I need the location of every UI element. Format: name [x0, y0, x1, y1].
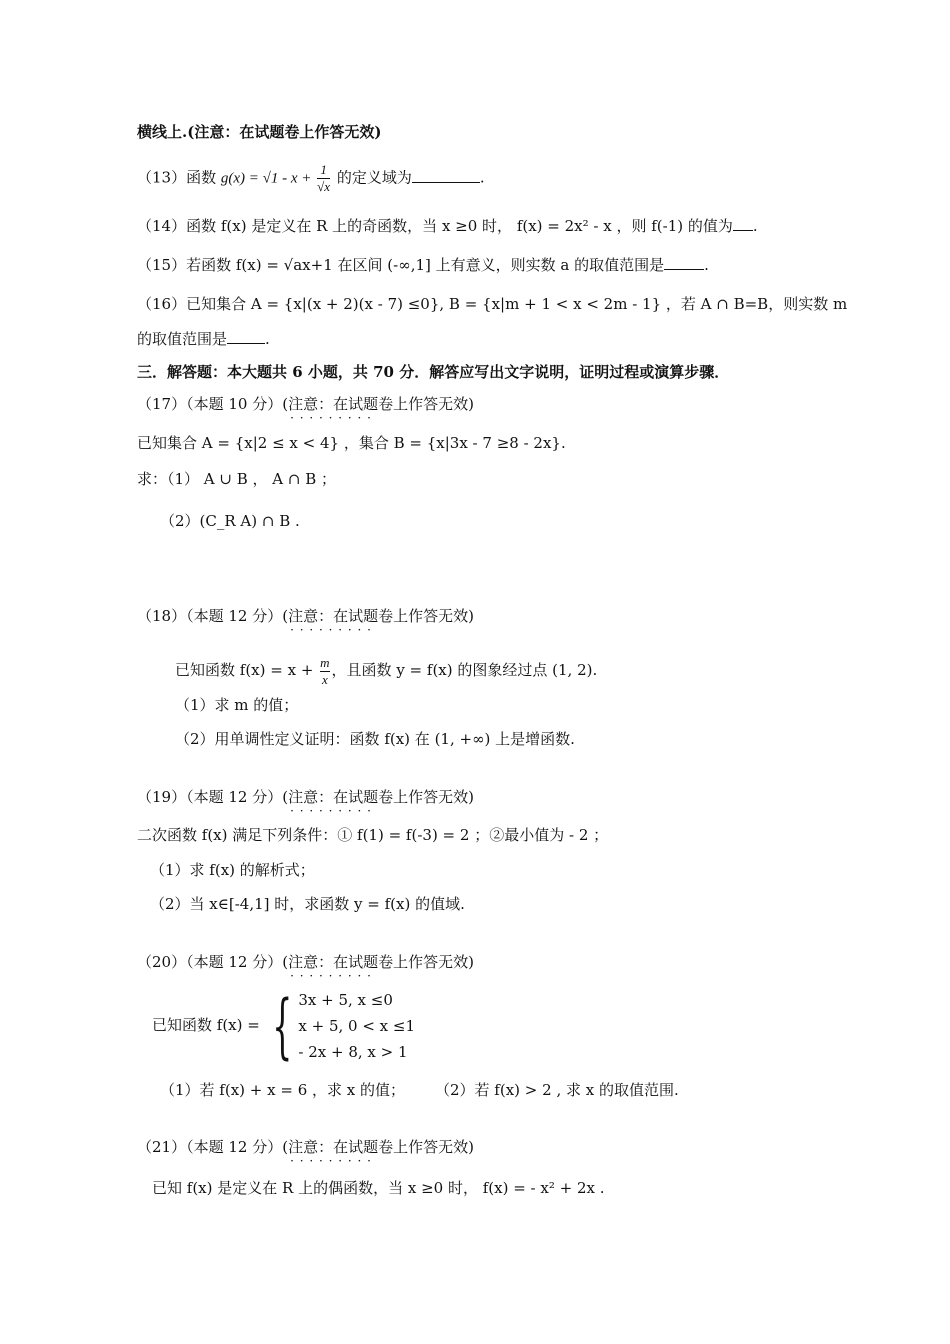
question-16-line-1: （16）已知集合 A = {x|(x + 2)(x - 7) ≤0}, B = {x|m + 1 < x < 2m - 1} ，若 A ∩ B=B，则实数 m	[137, 295, 848, 313]
q20-close: )	[468, 953, 474, 971]
continuation-header: 横线上.(注意：在试题卷上作答无效)	[137, 123, 382, 141]
q18-fraction	[320, 655, 329, 688]
q20-subquestion-1: （1）若 f(x) + x = 6 ，求 x 的值；	[160, 1081, 406, 1099]
q20-case-2: x + 5, 0 < x ≤1	[298, 1017, 416, 1035]
q15-blank	[664, 255, 704, 270]
q17-line-1: 已知集合 A = {x|2 ≤ x < 4} ，集合 B = {x|3x - 7 ≥8 - 2x}.	[137, 434, 566, 452]
q20-cases	[298, 987, 415, 1065]
q13-blank	[412, 168, 480, 183]
question-19-header	[137, 786, 474, 808]
question-13	[137, 162, 485, 195]
q13-expression: g(x) = √1 - x +	[220, 170, 316, 187]
q18-line-3: （2）用单调性定义证明：函数 f(x) 在 (1, +∞) 上是增函数.	[175, 730, 575, 748]
question-20-header	[137, 951, 474, 973]
q19-line-3: （2）当 x∈[-4,1] 时，求函数 y = f(x) 的值域.	[150, 895, 465, 913]
q17-close: )	[468, 395, 474, 413]
q13-fraction	[317, 162, 330, 195]
q18-numerator: m	[320, 654, 330, 670]
q20-pre: 已知函数 f(x) =	[152, 1016, 260, 1034]
q14-blank	[733, 216, 753, 231]
question-17-header	[137, 393, 474, 415]
q19-note: 注意：在试题卷上作答无效 · · ·	[288, 786, 468, 808]
left-brace-icon: {	[272, 985, 293, 1067]
question-16-line-2	[137, 328, 270, 350]
q18-line-1b: ，且函数 y = f(x) 的图象经过点 (1, 2).	[331, 661, 598, 679]
q14-end: .	[752, 217, 758, 235]
q20-case-1: 3x + 5, x ≤0	[298, 991, 393, 1009]
question-18-header	[137, 605, 474, 627]
q13-denominator: √x	[317, 179, 331, 194]
q18-head: （18）（本题 12 分）(	[137, 607, 289, 625]
q19-close: )	[468, 788, 474, 806]
q17-line-2: 求：（1） A ∪ B ， A ∩ B ；	[137, 470, 337, 488]
q21-line-1: 已知 f(x) 是定义在 R 上的偶函数，当 x ≥0 时， f(x) = - x² + 2x .	[152, 1179, 605, 1197]
q17-line-3: （2）(C_R A) ∩ B .	[160, 512, 300, 530]
q21-head: （21）（本题 12 分）(	[137, 1138, 289, 1156]
q13-prefix: （13）函数	[137, 168, 217, 187]
q19-line-1: 二次函数 f(x) 满足下列条件：① f(1) = f(-3) = 2 ；②最小值为 - 2 ；	[137, 826, 609, 844]
section-3-heading: 三．解答题：本大题共 6 小题，共 70 分．解答应写出文字说明，证明过程或演算步骤．	[137, 363, 730, 381]
q15-end: .	[704, 256, 709, 274]
q18-note: 注意：在试题卷上作答无效 · · ·	[288, 605, 468, 627]
question-14	[137, 215, 758, 237]
q19-line-2: （1）求 f(x) 的解析式；	[150, 861, 315, 879]
q18-line-1a: 已知函数 f(x) = x +	[175, 661, 319, 679]
q20-head: （20）（本题 12 分）(	[137, 953, 289, 971]
q18-line-1	[175, 650, 597, 690]
q15-text: （15）若函数 f(x) = √ax+1 在区间 (-∞,1] 上有意义，则实数 a 的取值范围是	[137, 256, 665, 274]
q17-note: 注意：在试题卷上作答无效 · · ·	[288, 393, 468, 415]
question-21-header	[137, 1136, 474, 1158]
q14-text: （14）函数 f(x) 是定义在 R 上的奇函数，当 x ≥0 时， f(x) = 2x² - x ，则 f(-1) 的值为	[137, 217, 733, 235]
q17-head: （17）（本题 10 分）(	[137, 395, 289, 413]
q19-head: （19）（本题 12 分）(	[137, 788, 289, 806]
question-15	[137, 254, 709, 276]
q20-piecewise	[152, 985, 415, 1065]
q13-suffix: 的定义域为	[336, 168, 412, 187]
q16-text: 的取值范围是	[137, 330, 228, 348]
q21-note: 注意：在试题卷上作答无效 · · ·	[288, 1136, 468, 1158]
q18-denominator: x	[321, 671, 328, 687]
q16-blank	[227, 329, 265, 344]
q18-line-2: （1）求 m 的值；	[175, 696, 299, 714]
q13-end: .	[479, 168, 485, 187]
q21-close: )	[468, 1138, 474, 1156]
q20-case-3: - 2x + 8, x > 1	[298, 1043, 408, 1061]
q20-note: 注意：在试题卷上作答无效 · · ·	[288, 951, 468, 973]
q16-end: .	[265, 330, 270, 348]
q18-close: )	[468, 607, 474, 625]
q20-subquestion-2: （2）若 f(x) > 2 , 求 x 的取值范围.	[435, 1081, 679, 1099]
q13-numerator: 1	[317, 162, 330, 179]
